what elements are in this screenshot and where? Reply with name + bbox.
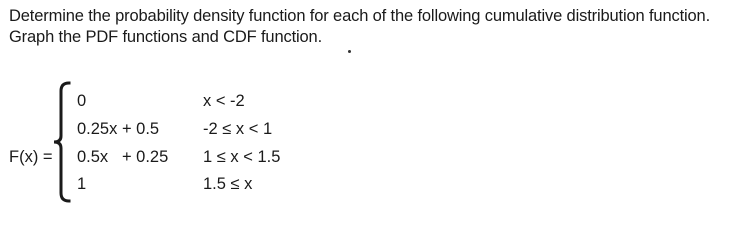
stray-dot (348, 50, 351, 53)
piece-2-condition: -2 ≤ x < 1 (203, 120, 273, 138)
piece-2-expression: 0.25x + 0.5 (77, 120, 160, 138)
function-label: F(x) = (9, 148, 53, 166)
problem-statement (9, 6, 710, 48)
piece-3-condition: 1 ≤ x < 1.5 (203, 148, 281, 166)
piece-4-condition: 1.5 ≤ x (203, 175, 253, 193)
left-brace (52, 81, 72, 203)
piece-4-expression: 1 (77, 175, 87, 193)
piece-1-condition: x < -2 (203, 92, 245, 110)
piece-1-expression: 0 (77, 92, 87, 110)
problem-line-1: Determine the probability density function for each of the following cumulative distribution function. (9, 7, 711, 25)
piece-3-expression: 0.5x + 0.25 (77, 148, 169, 166)
problem-line-2: Graph the PDF functions and CDF function. (9, 28, 323, 46)
